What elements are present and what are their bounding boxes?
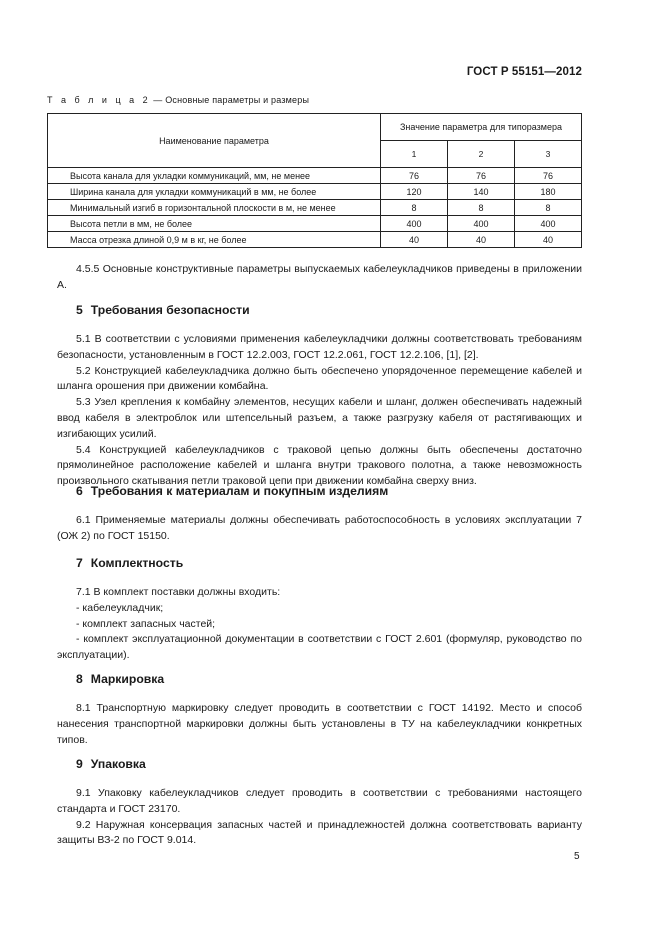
document-id-header: ГОСТ Р 55151—2012	[466, 66, 582, 78]
section-title: Требования безопасности	[90, 303, 250, 317]
section-number: 6	[76, 484, 83, 498]
param-name: Масса отрезка длиной 0,9 м в кг, не более	[48, 232, 381, 248]
param-value: 40	[380, 232, 447, 248]
paragraph-4-5-5: 4.5.5 Основные конструктивные параметры выпускаемых кабелеукладчиков приведены в приложении А.	[57, 263, 582, 291]
param-value: 400	[514, 216, 581, 232]
section-9-body	[57, 786, 582, 849]
page-number: 5	[574, 851, 580, 862]
param-value: 40	[447, 232, 514, 248]
section-title: Требования к материалам и покупным изделиям	[90, 484, 389, 498]
section-title: Упаковка	[90, 757, 146, 771]
table-row	[48, 216, 582, 232]
table-row	[48, 232, 582, 248]
paragraph-9-1: 9.1 Упаковку кабелеукладчиков следует проводить в соответствии с требованиями настоящего стандарта и ГОСТ 23170.	[57, 787, 582, 815]
list-item: - кабелеукладчик;	[76, 601, 164, 614]
size-label: 2	[447, 141, 514, 168]
size-label: 1	[380, 141, 447, 168]
table-row	[48, 200, 582, 216]
section-title: Комплектность	[90, 556, 184, 570]
table-row	[48, 168, 582, 184]
paragraph-5-4: 5.4 Конструкцией кабелеукладчиков с траковой цепью должны быть обеспечены достаточно прямолинейное расположение кабелей и шланга внутри тракового полотна, а также невозможность произвольного скатывания петли траковой цепи при движении комбайна сверху вниз.	[57, 443, 582, 488]
param-name: Высота петли в мм, не более	[48, 216, 381, 232]
param-value: 180	[514, 184, 581, 200]
section-number: 5	[76, 303, 83, 317]
param-value: 8	[380, 200, 447, 216]
section-number: 7	[76, 556, 83, 570]
size-label: 3	[514, 141, 581, 168]
section-heading-9	[76, 757, 146, 771]
paragraph-6-1: 6.1 Применяемые материалы должны обеспечивать работоспособность в условиях эксплуатации 7 (ОЖ 2) по ГОСТ 15150.	[57, 514, 582, 542]
table-row	[48, 184, 582, 200]
param-value: 76	[380, 168, 447, 184]
section-title: Маркировка	[90, 672, 165, 686]
param-value: 40	[514, 232, 581, 248]
table-caption-prefix: Т а б л и ц а 2	[47, 95, 151, 105]
param-value: 76	[514, 168, 581, 184]
param-name: Ширина канала для укладки коммуникаций в мм, не более	[48, 184, 381, 200]
section-heading-5	[76, 303, 250, 317]
paragraph-5-3: 5.3 Узел крепления к комбайну элементов, несущих кабели и шланг, должен обеспечивать надежный ввод кабеля в электроблок или штепсельный разъем, а также разгрузку кабеля от растягивающих и изгибающих усилий.	[57, 396, 582, 440]
table-caption-text: — Основные параметры и размеры	[150, 95, 310, 105]
param-value: 120	[380, 184, 447, 200]
section-5-body	[57, 332, 582, 490]
paragraph-8-1: 8.1 Транспортную маркировку следует проводить в соответствии с ГОСТ 14192. Место и способ нанесения транспортной маркировки должны быть установлены в ТУ на кабелеукладчики конкретных типов.	[57, 702, 582, 746]
param-value: 8	[514, 200, 581, 216]
section-number: 8	[76, 672, 83, 686]
paragraph-5-2: 5.2 Конструкцией кабелеукладчика должно быть обеспечено упорядоченное перемещение кабелей и шланга орошения при движении комбайна.	[57, 364, 582, 393]
list-item: - комплект эксплуатационной документации в соответствии с ГОСТ 2.601 (формуляр, руководство по эксплуатации).	[57, 633, 582, 662]
paragraph-5-1: 5.1 В соответствии с условиями применения кабелеукладчики должны соответствовать требованиям безопасности, установленным в ГОСТ 12.2.003, ГОСТ 12.2.061, ГОСТ 12.2.106, [1], [2].	[57, 333, 582, 361]
section-heading-7	[76, 556, 183, 570]
param-name: Минимальный изгиб в горизонтальной плоскости в м, не менее	[48, 200, 381, 216]
column-header-parameter-name: Наименование параметра	[48, 114, 381, 168]
section-heading-6	[76, 484, 388, 498]
section-7-body	[57, 585, 582, 664]
param-value: 76	[447, 168, 514, 184]
paragraph-9-2: 9.2 Наружная консервация запасных частей и принадлежностей должна соответствовать варианту защиты ВЗ-2 по ГОСТ 9.014.	[57, 818, 582, 847]
paragraph-7-1: 7.1 В комплект поставки должны входить:	[76, 586, 281, 598]
param-value: 400	[447, 216, 514, 232]
parameters-table	[47, 113, 582, 248]
param-value: 8	[447, 200, 514, 216]
param-value: 400	[380, 216, 447, 232]
section-heading-8	[76, 672, 164, 686]
section-number: 9	[76, 757, 83, 771]
list-item: - комплект запасных частей;	[76, 617, 216, 630]
table-caption	[47, 95, 309, 105]
column-header-value: Значение параметра для типоразмера	[380, 114, 581, 141]
param-name: Высота канала для укладки коммуникаций, мм, не менее	[48, 168, 381, 184]
param-value: 140	[447, 184, 514, 200]
